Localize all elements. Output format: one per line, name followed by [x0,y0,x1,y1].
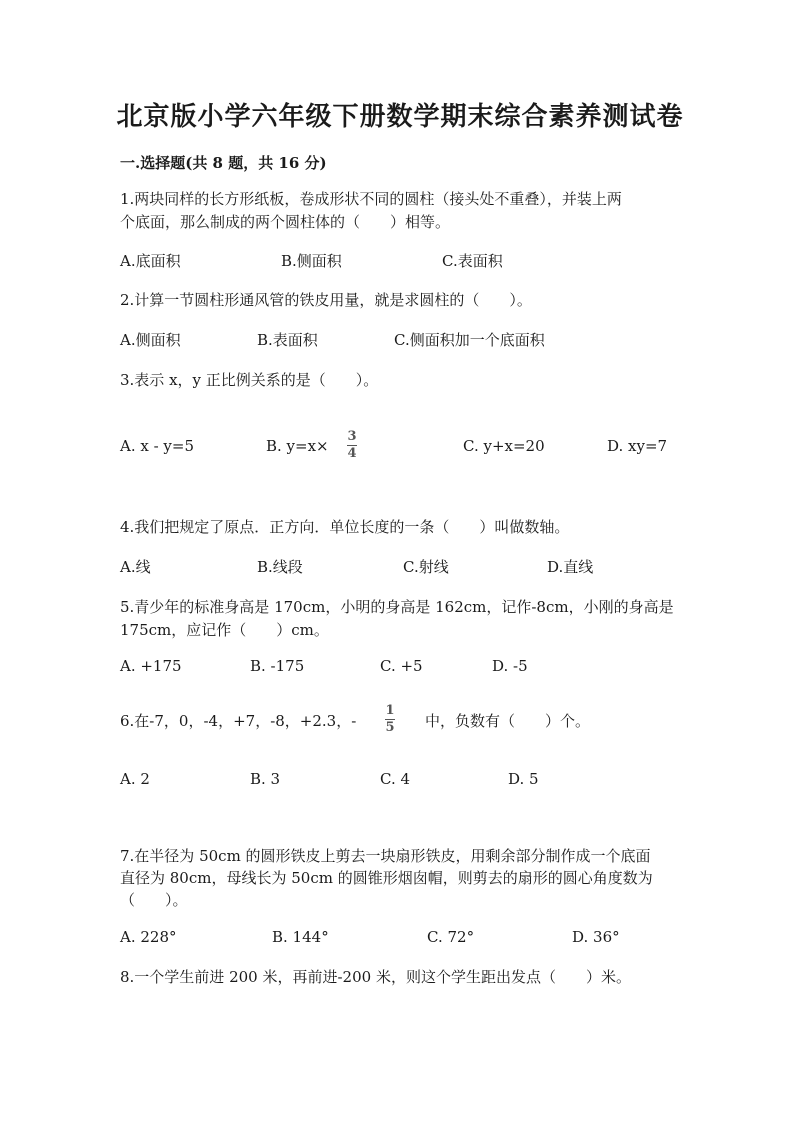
section-heading: 一.选择题(共 8 题，共 16 分) [120,154,327,172]
question-3-option-c: C. y+x=20 [463,437,545,455]
question-8-line-1: 8.一个学生前进 200 米，再前进-200 米，则这个学生距出发点（ ）米。 [120,968,631,986]
fraction-three-quarters [347,430,357,461]
question-1-option-a: A.底面积 [120,252,181,270]
question-2-line-1: 2.计算一节圆柱形通风管的铁皮用量，就是求圆柱的（ ）。 [120,291,532,309]
question-7-option-b: B. 144° [272,928,329,946]
fraction-numerator: 3 [347,429,357,444]
question-6-line-1a: 6.在-7，0，-4，+7，-8，+2.3，- [120,712,357,730]
page-title: 北京版小学六年级下册数学期末综合素养测试卷 [116,102,684,132]
question-7-option-d: D. 36° [572,928,620,946]
fraction-denominator: 5 [385,720,395,735]
question-6-line-1b: 中，负数有（ ）个。 [425,712,591,730]
question-6-option-c: C. 4 [380,770,411,788]
question-4-option-d: D.直线 [547,558,594,576]
question-2-option-b: B.表面积 [257,331,318,349]
question-5-option-a: A. +175 [120,657,182,675]
fraction-numerator: 1 [385,703,395,718]
question-5-option-b: B. -175 [250,657,305,675]
question-2-option-a: A.侧面积 [120,331,181,349]
question-7-option-c: C. 72° [427,928,475,946]
question-5-line-2: 175cm，应记作（ ）cm。 [120,621,329,639]
fraction-one-fifth [385,704,395,735]
question-5-line-1: 5.青少年的标准身高是 170cm，小明的身高是 162cm，记作-8cm，小刚的身高是 [120,598,674,616]
question-2-option-c: C.侧面积加一个底面积 [394,331,545,349]
question-4-line-1: 4.我们把规定了原点．正方向．单位长度的一条（ ）叫做数轴。 [120,518,570,536]
question-3-option-b: B. y=x× [266,437,329,455]
question-3-option-d: D. xy=7 [607,437,668,455]
question-7-option-a: A. 228° [120,928,177,946]
question-5-option-d: D. -5 [492,657,528,675]
question-4-option-c: C.射线 [403,558,449,576]
question-1-option-c: C.表面积 [442,252,503,270]
question-7-line-2: 直径为 80cm，母线长为 50cm 的圆锥形烟囱帽，则剪去的扇形的圆心角度数为 [120,869,653,887]
question-1-line-1: 1.两块同样的长方形纸板，卷成形状不同的圆柱（接头处不重叠），并装上两 [120,190,622,208]
question-6-option-d: D. 5 [508,770,539,788]
question-3-option-a: A. x - y=5 [120,437,195,455]
question-3-line-1: 3.表示 x，y 正比例关系的是（ ）。 [120,371,379,389]
question-4-option-a: A.线 [120,558,151,576]
question-6-option-b: B. 3 [250,770,281,788]
question-6-option-a: A. 2 [120,770,150,788]
question-5-option-c: C. +5 [380,657,423,675]
question-4-option-b: B.线段 [257,558,303,576]
question-1-line-2: 个底面，那么制成的两个圆柱体的（ ）相等。 [120,213,451,231]
question-1-option-b: B.侧面积 [281,252,342,270]
fraction-denominator: 4 [347,446,357,461]
question-7-line-3: （ ）。 [120,891,188,909]
question-7-line-1: 7.在半径为 50cm 的圆形铁皮上剪去一块扇形铁皮，用剩余部分制作成一个底面 [120,847,651,865]
